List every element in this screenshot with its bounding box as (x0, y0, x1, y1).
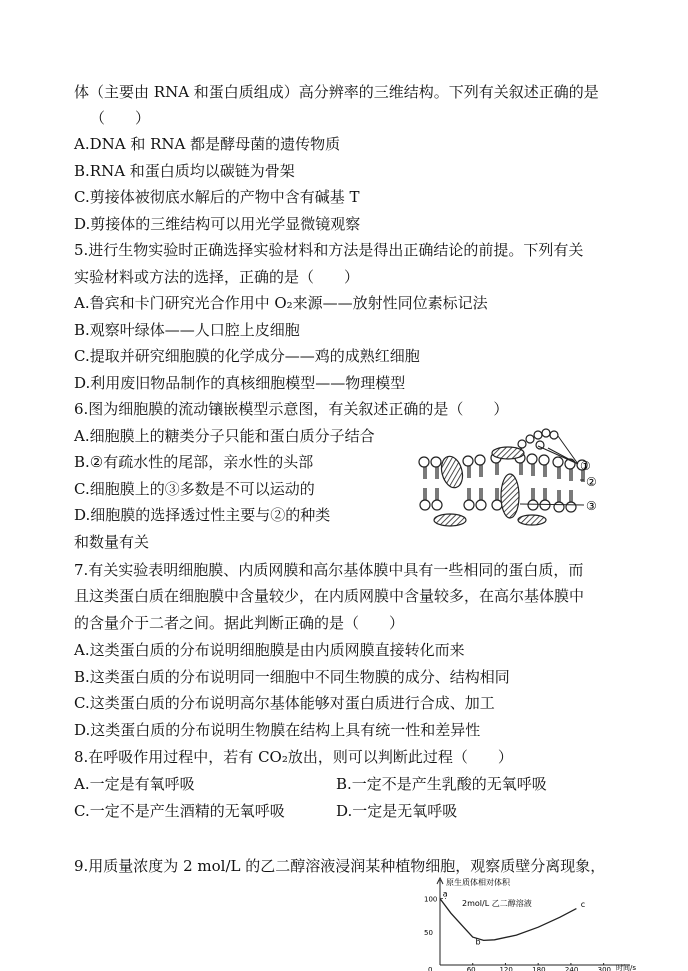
q4-option-b: B.RNA 和蛋白质均以碳链为骨架 (74, 162, 295, 180)
q4-option-c: C.剪接体被彻底水解后的产物中含有碱基 T (74, 188, 360, 206)
y-tick-label: 100 (424, 895, 438, 904)
membrane-figure (412, 428, 642, 538)
q7-option-b: B.这类蛋白质的分布说明同一细胞中不同生物膜的成分、结构相同 (74, 668, 510, 686)
q6-option-d: D.细胞膜的选择透过性主要与②的种类 (74, 506, 331, 524)
q5-stem-2: 实验材料或方法的选择，正确的是（ ） (74, 268, 360, 286)
label-1: ① (580, 459, 591, 473)
q8-option-c: C.一定不是产生酒精的无氧呼吸 (74, 802, 285, 820)
q7-stem-1: 7.有关实验表明细胞膜、内质网膜和高尔基体膜中具有一些相同的蛋白质，而 (74, 561, 584, 579)
point-label-c: c (580, 900, 586, 910)
q7-option-c: C.这类蛋白质的分布说明高尔基体能够对蛋白质进行合成、加工 (74, 694, 495, 712)
protein-transmembrane (501, 474, 519, 518)
series-label: 2mol/L 乙二醇溶液 (462, 899, 532, 908)
x-tick-label: 60 (466, 966, 476, 971)
q6-stem: 6.图为细胞膜的流动镶嵌模型示意图，有关叙述正确的是（ ） (74, 400, 509, 418)
y-tick-label: 50 (424, 928, 433, 937)
q8-stem: 8.在呼吸作用过程中，若有 CO₂放出，则可以判断此过程（ ） (74, 748, 513, 766)
q6-option-c: C.细胞膜上的③多数是不可以运动的 (74, 480, 315, 498)
protein-top (492, 447, 524, 459)
q8-option-a: A.一定是有氧呼吸 (74, 775, 195, 793)
label-2: ② (586, 475, 597, 489)
q5-option-b: B.观察叶绿体——人口腔上皮细胞 (74, 321, 300, 339)
x-tick-label: 0 (428, 966, 433, 971)
x-axis-label: 时间/s (616, 964, 636, 971)
chart-title: 原生质体相对体积 (446, 878, 510, 887)
q7-option-d: D.这类蛋白质的分布说明生物膜在结构上具有统一性和差异性 (74, 721, 481, 739)
q6-option-a: A.细胞膜上的糖类分子只能和蛋白质分子结合 (74, 427, 375, 445)
protein-bottom-right (518, 515, 546, 525)
point-label-b: b (475, 937, 481, 947)
protein-bottom-left (434, 514, 466, 526)
q4-stem: 体（主要由 RNA 和蛋白质组成）高分辨率的三维结构。下列有关叙述正确的是 (74, 83, 599, 101)
q5-option-c: C.提取并研究细胞膜的化学成分——鸡的成熟红细胞 (74, 347, 420, 365)
q5-stem-1: 5.进行生物实验时正确选择实验材料和方法是得出正确结论的前提。下列有关 (74, 241, 584, 259)
q9-stem: 9.用质量浓度为 2 mol/L 的乙二醇溶液浸润某种植物细胞，观察质壁分离现象， (74, 857, 606, 875)
q7-stem-2: 且这类蛋白质在细胞膜中含量较少，在内质网膜中含量较多，在高尔基体膜中 (74, 587, 585, 605)
x-tick-label: 120 (499, 966, 513, 971)
q6-option-b: B.②有疏水性的尾部，亲水性的头部 (74, 453, 314, 471)
point-label-a: a (442, 889, 448, 899)
protein-left (438, 454, 466, 490)
q4-option-a: A.DNA 和 RNA 都是酵母菌的遗传物质 (74, 135, 341, 153)
q7-stem-3: 的含量介于二者之间。据此判断正确的是（ ） (74, 614, 405, 632)
q6-option-d-cont: 和数量有关 (74, 533, 150, 551)
q4-bracket: （ ） (90, 109, 151, 127)
x-tick-label: 300 (597, 966, 612, 971)
q8-option-d: D.一定是无氧呼吸 (336, 802, 458, 820)
q5-option-a: A.鲁宾和卡门研究光合作用中 O₂来源——放射性同位素标记法 (74, 294, 488, 312)
lower-lipid-heads (420, 500, 576, 512)
protoplast-volume-chart (420, 876, 636, 971)
label-3: ③ (586, 499, 597, 513)
q8-option-b: B.一定不是产生乳酸的无氧呼吸 (336, 775, 547, 793)
x-tick-label: 240 (564, 966, 579, 971)
q7-option-a: A.这类蛋白质的分布说明细胞膜是由内质网膜直接转化而来 (74, 641, 465, 659)
x-tick-label: 180 (532, 966, 546, 971)
q4-option-d: D.剪接体的三维结构可以用光学显微镜观察 (74, 215, 361, 233)
q5-option-d: D.利用废旧物品制作的真核细胞模型——物理模型 (74, 374, 406, 392)
